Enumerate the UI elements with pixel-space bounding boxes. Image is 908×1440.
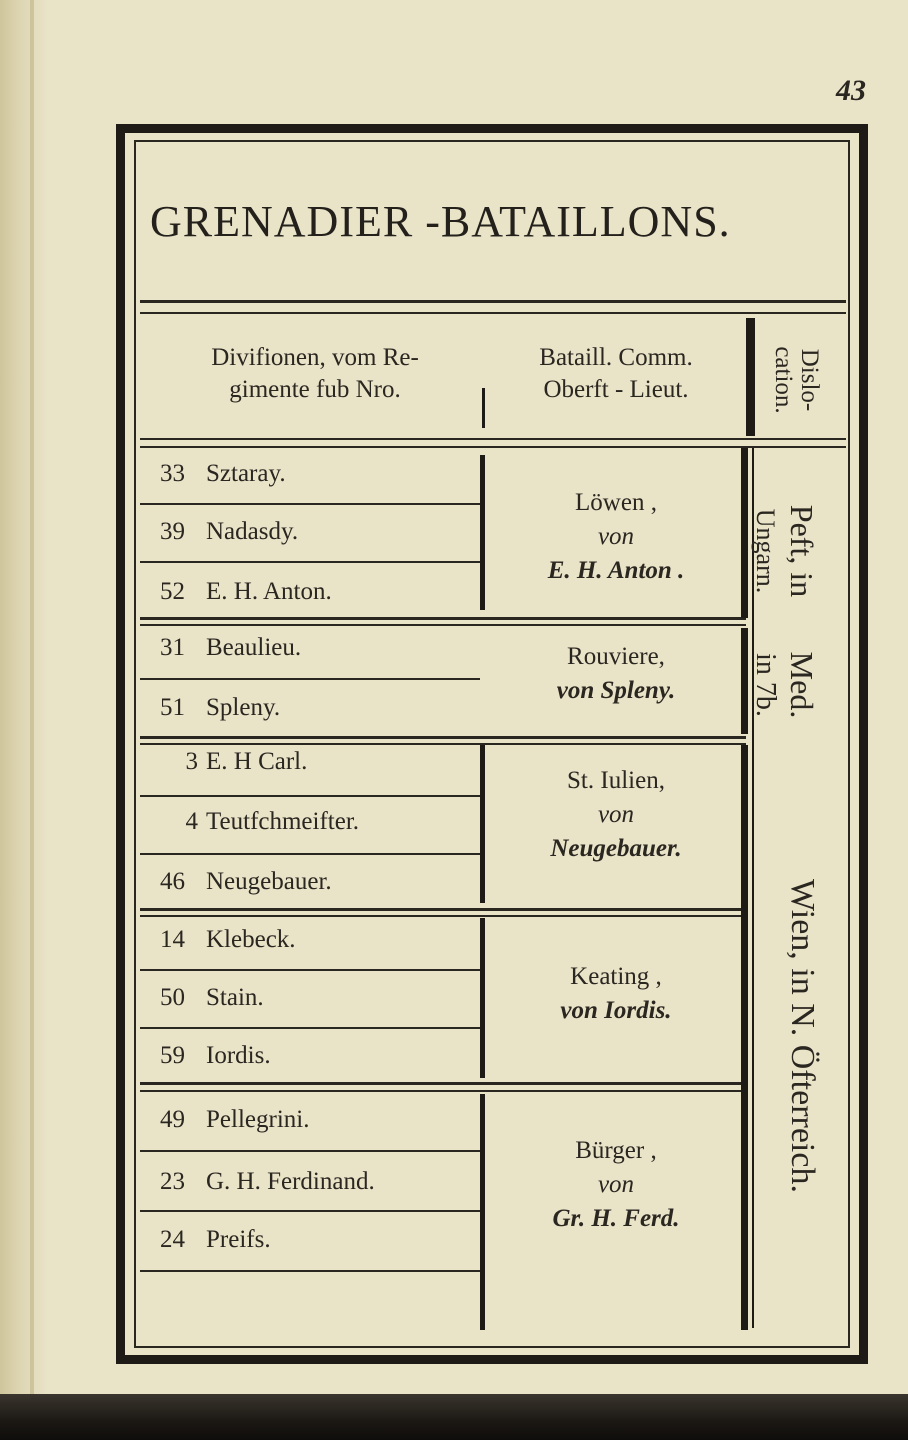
battalion-cell: Bürger , von Gr. H. Ferd. [552, 1137, 680, 1232]
row-rule [140, 969, 480, 971]
row-rule [140, 1270, 480, 1272]
division-row: 4 Teutfchmeifter. [185, 808, 360, 835]
row-rule [140, 1027, 480, 1029]
dislocation-pest: Peft, in Ungarn. [751, 504, 820, 598]
header-col-divider-1 [482, 388, 485, 428]
header-dislocation [760, 330, 844, 430]
battalion-cell: St. Iulien, von Neugebauer. [550, 767, 682, 862]
group-rule-2 [140, 743, 746, 745]
group-rule [140, 617, 746, 620]
page-title: GRENADIER -BATAILLONS. [150, 197, 731, 246]
row-rule [140, 1210, 480, 1212]
header-commander-line1: Bataill. Comm. [539, 344, 693, 371]
battalion-cell: Rouviere, von Spleny. [556, 643, 676, 704]
header-commander-line2: Oberft - Lieut. [543, 376, 689, 403]
division-row: 14 Klebeck. [160, 926, 296, 953]
row-rule [140, 853, 480, 855]
dislocation-wien: Wien, in N. Öfterreich. [784, 879, 821, 1193]
header-dislocation-line2: cation. [770, 346, 797, 414]
division-row: 49 Pellegrini. [160, 1106, 310, 1133]
header-divisions-line1: Divifionen, vom Re- [211, 344, 419, 371]
header-divisions [150, 342, 480, 406]
header-commander [488, 342, 744, 406]
division-row: 24 Preifs. [160, 1226, 271, 1253]
col-divider-division-cmd [480, 455, 485, 610]
division-row: 33 Sztaray. [160, 460, 286, 487]
row-rule [140, 561, 480, 563]
header-rule-top-2 [140, 312, 846, 314]
header-col-divider-3 [753, 318, 755, 436]
col-divider-division-cmd [480, 745, 485, 903]
division-row: 39 Nadasdy. [160, 518, 299, 545]
page-bottom-edge [0, 1394, 908, 1440]
col-divider-division-cmd [480, 1094, 485, 1330]
division-row: 52 E. H. Anton. [160, 578, 332, 605]
division-row: 3 E. H Carl. [185, 748, 308, 775]
group-rule [140, 908, 746, 911]
battalion-cell: Keating , von Iordis. [560, 963, 672, 1024]
row-rule [140, 1150, 480, 1152]
header-dislocation-line1: Dislo- [796, 348, 823, 412]
col-divider-division-cmd [480, 918, 485, 1078]
header-rule-bottom [140, 438, 846, 440]
row-rule [140, 795, 480, 797]
battalion-cell: Löwen , von E. H. Anton . [547, 489, 685, 584]
group-rule-2 [140, 1090, 746, 1092]
group-rule [140, 1082, 746, 1085]
header-divisions-line2: gimente fub Nro. [229, 376, 401, 403]
page-fold [30, 0, 34, 1440]
row-rule [140, 678, 480, 680]
division-row: 59 Iordis. [160, 1042, 271, 1069]
dislocation-med: Med. in 7b. [750, 651, 820, 719]
group-rule [140, 736, 746, 739]
page-number: 43 [836, 74, 866, 107]
division-row: 23 G. H. Ferdinand. [160, 1168, 375, 1195]
header-rule-top [140, 300, 846, 303]
group-rule-2 [140, 624, 746, 626]
division-row: 46 Neugebauer. [160, 868, 332, 895]
division-row: 51 Spleny. [160, 694, 281, 721]
group-rule-2 [140, 915, 746, 917]
division-row: 50 Stain. [160, 984, 264, 1011]
division-row: 31 Beaulieu. [160, 634, 302, 661]
row-rule [140, 503, 480, 505]
header-col-divider-2 [746, 318, 753, 436]
page-edge-shadow [0, 0, 48, 1440]
